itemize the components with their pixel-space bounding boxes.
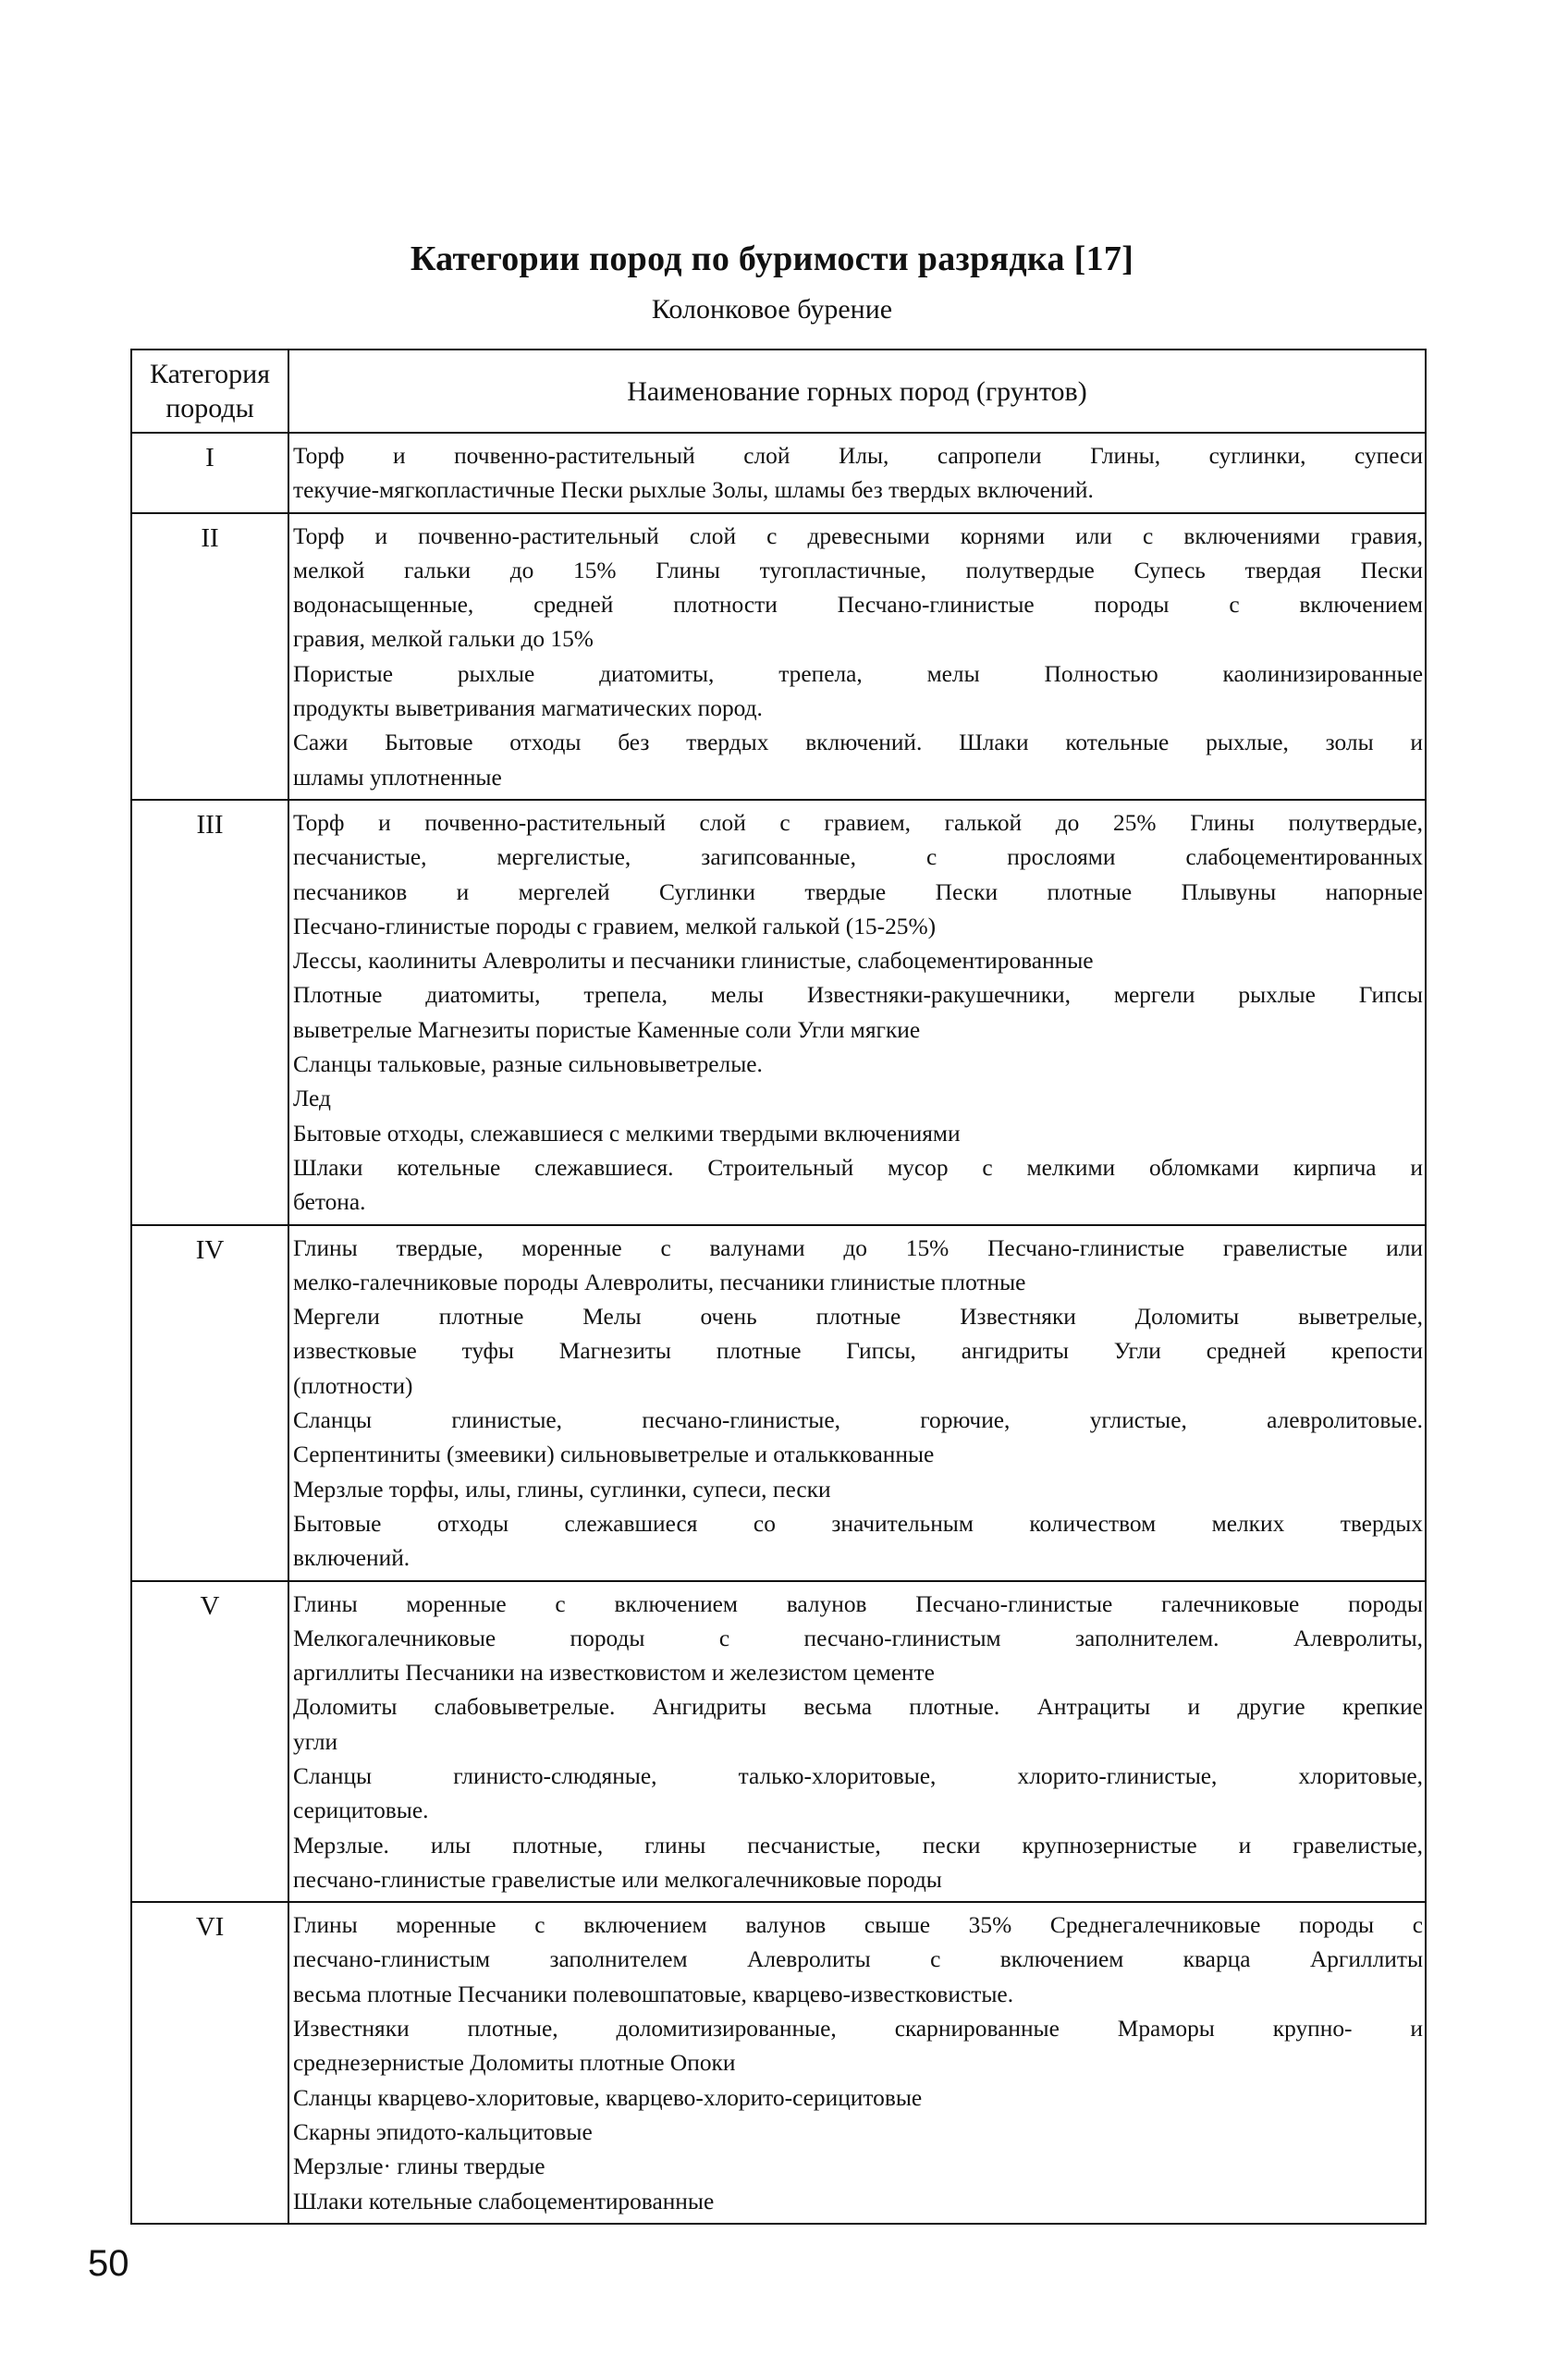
description-line: водонасыщенные, средней плотности Песчано-глинистые породы с включением [293,592,1423,619]
description-line: гравия, мелкой гальки до 15% [293,626,594,653]
description-line: Пористые рыхлые диатомиты, трепела, мелы Полностью каолинизированные [293,660,1423,687]
description-line: песчано-глинистые гравелистые или мелкогалечниковые породы [293,1866,942,1893]
description-cell [288,1225,1426,1581]
description-line: Шлаки котельные слабоцементированные [293,2188,715,2214]
description-line: Сланцы глинисто-слюдяные, талько-хлоритовые, хлорито-глинистые, хлоритовые, [293,1762,1423,1789]
description-line: мелкой гальки до 15% Глины тугопластичные, полутвердые Супесь твердая Пески [293,557,1423,583]
description-line: Лессы, каолиниты Алевролиты и песчаники глинистые, слабоцементированные [293,948,1094,975]
description-line: аргиллиты Песчаники на известковистом и железистом цементе [293,1660,935,1687]
page-subtitle: Колонковое бурение [651,294,893,325]
description-line: Бытовые отходы слежавшиеся со значительным количеством мелких твердых [293,1510,1423,1537]
category-cell: I [131,433,288,513]
description-line: Мелкогалечниковые породы с песчано-глинистым заполнителем. Алевролиты, [293,1625,1423,1651]
description-line: Скарны эпидото-кальцитовые [293,2118,593,2145]
description-cell [288,800,1426,1225]
description-line: выветрелые Магнезиты пористые Каменные соли Угли мягкие [293,1016,921,1043]
description-line: среднезернистые Доломиты плотные Опоки [293,2050,736,2077]
description-line: песчаников и мергелей Суглинки твердые Пески плотные Плывуны напорные [293,878,1423,905]
category-cell: IV [131,1225,288,1581]
description-line: текучие-мягкопластичные Пески рыхлые Золы, шламы без твердых включений. [293,477,1094,504]
description-line: Сланцы глинистые, песчано-глинистые, горючие, углистые, алевролитовые. [293,1407,1423,1434]
description-line: Глины твердые, моренные с валунами до 15% Песчано-глинистые гравелистые или [293,1234,1423,1261]
description-line: Мерзлые торфы, илы, глины, суглинки, супеси, пески [293,1476,831,1503]
description-line: Песчано-глинистые породы с гравием, мелкой галькой (15-25%) [293,913,937,939]
page-number: 50 [88,2243,129,2284]
description-line: шламы уплотненные [293,764,502,791]
description-line: Глины моренные с включением валунов свыше 35% Среднегалечниковые породы с [293,1912,1423,1939]
description-line: серицитовые. [293,1797,429,1824]
table-row [131,513,1426,800]
category-cell: VI [131,1902,288,2224]
description-cell [288,1581,1426,1903]
table-body [131,433,1426,2224]
table-row [131,1581,1426,1903]
description-line: Бытовые отходы, слежавшиеся с мелкими твердыми включениями [293,1120,961,1147]
description-line: мелко-галечниковые породы Алевролиты, песчаники глинистые плотные [293,1269,1026,1295]
description-line: Торф и почвенно-растительный слой с древесными корнями или с включениями гравия, [293,522,1423,549]
description-line: Мерзлые· глины твердые [293,2153,545,2180]
category-cell: II [131,513,288,800]
description-line: Доломиты слабовыветрелые. Ангидриты весьма плотные. Антрациты и другие крепкие [293,1694,1423,1721]
description-line: песчано-глинистым заполнителем Алевролиты с включением кварца Аргиллиты [293,1946,1423,1973]
table-row [131,1225,1426,1581]
description-line: Сланцы кварцево-хлоритовые, кварцево-хлорито-серицитовые [293,2084,923,2111]
table-row [131,1902,1426,2224]
description-line: включений. [293,1545,411,1572]
description-cell [288,1902,1426,2224]
description-cell [288,513,1426,800]
description-line: бетона. [293,1189,366,1216]
description-line: Лед [293,1086,331,1112]
category-cell: III [131,800,288,1225]
description-line: Мергели плотные Мелы очень плотные Известняки Доломиты выветрелые, [293,1304,1423,1331]
table-row [131,433,1426,513]
description-line: известковые туфы Магнезиты плотные Гипсы, ангидриты Угли средней крепости [293,1338,1423,1365]
description-line: Серпентиниты (змеевики) сильновыветрелые и отальккованные [293,1441,935,1468]
description-line: Шлаки котельные слежавшиеся. Строительный мусор с мелкими обломками кирпича и [293,1154,1423,1181]
description-line: весьма плотные Песчаники полевошпатовые, кварцево-известковистые. [293,1981,1014,2007]
category-cell: V [131,1581,288,1903]
description-line: Известняки плотные, доломитизированные, скарнированные Мраморы крупно- и [293,2016,1423,2043]
description-line: продукты выветривания магматических пород. [293,695,763,722]
description-line: Мерзлые. илы плотные, глины песчанистые, пески крупнозернистые и гравелистые, [293,1832,1423,1859]
description-line: Сланцы тальковые, разные сильновыветрелые. [293,1051,763,1078]
header-name: Наименование горных пород (грунтов) [288,350,1426,433]
table-header-row [131,350,1426,433]
description-line: Торф и почвенно-растительный слой с гравием, галькой до 25% Глины полутвердые, [293,809,1423,836]
page-title: Категории пород по буримости разрядка [17] [410,239,1134,278]
table-row [131,800,1426,1225]
description-line: Торф и почвенно-растительный слой Илы, сапропели Глины, суглинки, супеси [293,443,1423,469]
description-line: Сажи Бытовые отходы без твердых включений. Шлаки котельные рыхлые, золы и [293,730,1423,756]
header-category: Категория породы [131,350,288,433]
rock-category-table [130,349,1427,2225]
description-cell [288,433,1426,513]
description-line: Глины моренные с включением валунов Песчано-глинистые галечниковые породы [293,1590,1423,1617]
description-line: (плотности) [293,1372,413,1399]
description-line: песчанистые, мергелистые, загипсованные, с прослоями слабоцементированных [293,844,1423,871]
description-line: угли [293,1728,338,1755]
description-line: Плотные диатомиты, трепела, мелы Известняки-ракушечники, мергели рыхлые Гипсы [293,982,1423,1009]
